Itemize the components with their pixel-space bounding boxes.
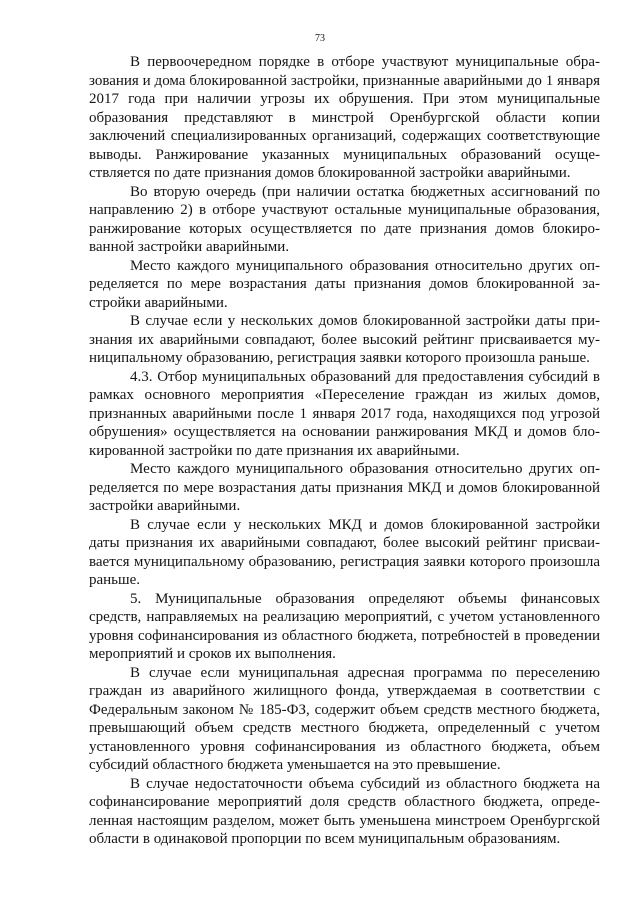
paragraph: Место каждого муниципального образования относительно других определяется по мере возрастания даты признания МКД и домов блокированной застройки аварийными.	[89, 461, 600, 514]
paragraph: Во вторую очередь (при наличии остатка бюджетных ассигнований по направлению 2) в отборе участвуют остальные муниципальные образования, ранжирование которых осуществляется по дате признания домов блокированной застройки аварийными.	[89, 183, 600, 255]
paragraph: В случае недостаточности объема субсидий из областного бюджета на софинансирование мероприятий доля средств областного бюджета, определенная настоящим разделом, может быть уменьшена минстроем Оренбургской области в одинаковой пропорции по всем муниципальным образованиям.	[89, 775, 600, 847]
paragraph: 4.3. Отбор муниципальных образований для предоставления субсидий в рамках основного мероприятия «Переселение граждан из жилых домов, признанных аварийными после 1 января 2017 года, находящихся под угрозой обрушения» осуществляется на основании ранжирования МКД и домов блокированной застройки по дате признания их аварийными.	[89, 368, 600, 459]
page-number: 73	[315, 33, 325, 44]
paragraph: В случае если у нескольких МКД и домов блокированной застройки даты признания их аварийными совпадают, более высокий рейтинг присваивается муниципальному образованию, регистрация заявки которого произошла раньше.	[89, 516, 600, 588]
paragraph: 5. Муниципальные образования определяют объемы финансовых средств, направляемых на реализацию мероприятий, с учетом установленного уровня софинансирования из областного бюджета, потребностей в проведении мероприятий и сроков их выполнения.	[89, 590, 600, 662]
paragraph: В первоочередном порядке в отборе участвуют муниципальные образования и дома блокированной застройки, признанные аварийными до 1 января 2017 года при наличии угрозы их обрушения. При этом муниципальные образования представляют в минстрой Оренбургской области копии заключений специализированных организаций, содержащих соответствующие выводы. Ранжирование указанных муниципальных образований осуществляется по дате признания домов блокированной застройки аварийными.	[89, 54, 600, 181]
paragraph: В случае если муниципальная адресная программа по переселению граждан из аварийного жилищного фонда, утверждаемая в соответствии с Федеральным законом № 185-ФЗ, содержит объем средств местного бюджета, превышающий объем средств местного бюджета, определенный с учетом установленного уровня софинансирования из областного бюджета, объем субсидий областного бюджета уменьшается на это превышение.	[89, 664, 600, 773]
paragraph: В случае если у нескольких домов блокированной застройки даты признания их аварийными совпадают, более высокий рейтинг присваивается муниципальному образованию, регистрация заявки которого произошла раньше.	[89, 313, 600, 366]
document-body	[89, 53, 600, 849]
paragraph: Место каждого муниципального образования относительно других определяется по мере возрастания даты признания домов блокированной застройки аварийными.	[89, 257, 600, 311]
